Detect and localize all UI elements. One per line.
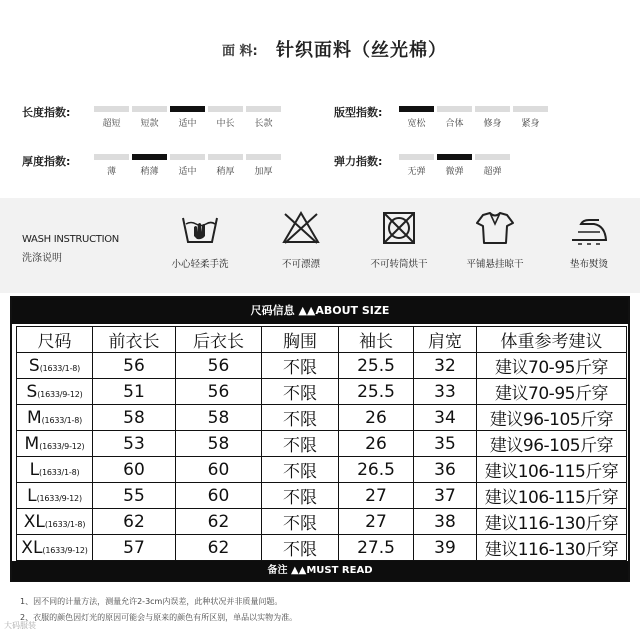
size-cell xyxy=(17,457,93,483)
length-seg-4 xyxy=(246,106,281,112)
back-length-cell: 60 xyxy=(176,457,262,483)
fabric-label: 面 料: xyxy=(222,44,258,59)
size-name: L xyxy=(29,459,40,480)
front-length-cell: 62 xyxy=(93,509,176,535)
length-index-bar xyxy=(94,106,281,112)
column-header: 后衣长 xyxy=(176,327,262,353)
thickness-seg-2 xyxy=(170,154,205,160)
back-length-cell: 58 xyxy=(176,431,262,457)
chest-cell: 不限 xyxy=(262,431,339,457)
chest-cell: 不限 xyxy=(262,509,339,535)
wash-item-flat-dry xyxy=(445,210,545,270)
column-header: 胸围 xyxy=(262,327,339,353)
hand-wash-icon xyxy=(180,210,220,246)
length-option: 长款 xyxy=(254,119,273,129)
chest-cell: 不限 xyxy=(262,405,339,431)
back-length-cell: 58 xyxy=(176,405,262,431)
elasticity-option: 微弹 xyxy=(445,167,464,177)
note-item: 2、衣服的颜色因灯光的原因可能会与原来的颜色有所区别，单品以实物为准。 xyxy=(20,613,298,622)
size-style-code: (1633/1-8) xyxy=(44,519,86,529)
size-style-code: (1633/1-8) xyxy=(39,363,81,373)
column-header: 前衣长 xyxy=(93,327,176,353)
size-style-code: (1633/9-12) xyxy=(37,389,83,399)
column-header: 尺码 xyxy=(17,327,93,353)
size-name: M xyxy=(26,407,42,428)
shoulder-width-cell: 38 xyxy=(414,509,477,535)
size-name: XL xyxy=(23,511,45,532)
size-cell xyxy=(17,379,93,405)
size-cell xyxy=(17,405,93,431)
thickness-index-label: 厚度指数: xyxy=(22,155,71,168)
back-length-cell: 56 xyxy=(176,379,262,405)
size-style-code: (1633/9-12) xyxy=(39,441,85,451)
length-seg-0 xyxy=(94,106,129,112)
thickness-index-bar xyxy=(94,154,281,160)
watermark: 大码服装 xyxy=(4,621,36,630)
shoulder-width-cell: 35 xyxy=(414,431,477,457)
sleeve-length-cell: 27 xyxy=(339,483,414,509)
wash-label: 不可漂漂 xyxy=(281,259,320,270)
weight-advice-cell: 建议116-130斤穿 xyxy=(477,535,627,561)
back-length-cell: 62 xyxy=(176,535,262,561)
weight-advice-cell: 建议96-105斤穿 xyxy=(477,431,627,457)
thickness-option: 适中 xyxy=(178,167,197,177)
length-seg-1 xyxy=(132,106,167,112)
size-cell xyxy=(17,431,93,457)
wash-label: 垫布熨烫 xyxy=(569,259,608,270)
front-length-cell: 53 xyxy=(93,431,176,457)
fit-seg-1 xyxy=(437,106,472,112)
size-style-code: (1633/1-8) xyxy=(39,467,80,477)
wash-item-iron xyxy=(539,210,639,270)
shoulder-width-cell: 32 xyxy=(414,353,477,379)
fit-option: 宽松 xyxy=(407,119,426,129)
size-name: S xyxy=(26,381,38,402)
shoulder-width-cell: 33 xyxy=(414,379,477,405)
front-length-cell: 58 xyxy=(93,405,176,431)
length-option: 超短 xyxy=(102,119,121,129)
shoulder-width-cell: 34 xyxy=(414,405,477,431)
shoulder-width-cell: 37 xyxy=(414,483,477,509)
chest-cell: 不限 xyxy=(262,483,339,509)
thickness-option: 稍厚 xyxy=(216,167,235,177)
chest-cell: 不限 xyxy=(262,379,339,405)
weight-advice-cell: 建议116-130斤穿 xyxy=(477,509,627,535)
column-header: 袖长 xyxy=(339,327,414,353)
table-row xyxy=(17,509,627,535)
length-option: 适中 xyxy=(178,119,197,129)
fit-option: 修身 xyxy=(483,119,502,129)
weight-advice-cell: 建议106-115斤穿 xyxy=(477,457,627,483)
fabric-value: 针织面料（丝光棉） xyxy=(276,40,447,61)
size-style-code: (1633/1-8) xyxy=(41,415,83,425)
thickness-option: 加厚 xyxy=(254,167,273,177)
sleeve-length-cell: 25.5 xyxy=(339,379,414,405)
size-cell xyxy=(17,483,93,509)
wash-label: 不可转筒烘干 xyxy=(370,259,428,270)
chest-cell: 不限 xyxy=(262,535,339,561)
thickness-index xyxy=(94,154,281,177)
notes-header: 备注 ▲▲MUST READ xyxy=(12,561,628,581)
size-name: L xyxy=(27,485,37,506)
size-cell xyxy=(17,535,93,561)
weight-advice-cell: 建议96-105斤穿 xyxy=(477,405,627,431)
length-option: 短款 xyxy=(140,119,159,129)
table-row xyxy=(17,379,627,405)
weight-advice-cell: 建议70-95斤穿 xyxy=(477,379,627,405)
elasticity-seg-0 xyxy=(399,154,434,160)
iron-icon xyxy=(569,210,609,246)
fit-option: 合体 xyxy=(445,119,464,129)
elasticity-index-bar xyxy=(399,154,510,160)
fit-seg-3 xyxy=(513,106,548,112)
front-length-cell: 57 xyxy=(93,535,176,561)
size-style-code: (1633/9-12) xyxy=(36,493,82,503)
table-row xyxy=(17,483,627,509)
length-seg-2 xyxy=(170,106,205,112)
shoulder-width-cell: 39 xyxy=(414,535,477,561)
table-row xyxy=(17,405,627,431)
no-bleach-icon xyxy=(281,210,321,246)
sleeve-length-cell: 26 xyxy=(339,405,414,431)
wash-title-cn: 洗涤说明 xyxy=(22,253,62,264)
note-item: 1、因不同的计量方法，测量允许2-3cm内误差，此种状况并非质量问题。 xyxy=(20,597,283,606)
back-length-cell: 56 xyxy=(176,353,262,379)
front-length-cell: 60 xyxy=(93,457,176,483)
back-length-cell: 62 xyxy=(176,509,262,535)
length-index-label: 长度指数: xyxy=(22,106,71,119)
size-name: XL xyxy=(21,537,43,558)
fit-option: 紧身 xyxy=(521,119,540,129)
back-length-cell: 60 xyxy=(176,483,262,509)
table-row xyxy=(17,535,627,561)
shoulder-width-cell: 36 xyxy=(414,457,477,483)
elasticity-index xyxy=(399,154,510,177)
wash-label: 小心轻柔手洗 xyxy=(171,259,229,270)
chest-cell: 不限 xyxy=(262,353,339,379)
size-name: S xyxy=(28,355,40,376)
wash-item-hand-wash xyxy=(150,210,250,270)
size-table-header-row xyxy=(17,327,627,353)
thickness-seg-3 xyxy=(208,154,243,160)
elasticity-seg-2 xyxy=(475,154,510,160)
no-tumble-dry-icon xyxy=(379,210,419,246)
elasticity-index-label: 弹力指数: xyxy=(334,155,383,168)
flat-dry-icon xyxy=(475,210,515,246)
front-length-cell: 56 xyxy=(93,353,176,379)
size-table xyxy=(16,326,627,561)
table-row xyxy=(17,457,627,483)
fit-index xyxy=(399,106,548,129)
table-row xyxy=(17,353,627,379)
fit-index-label: 版型指数: xyxy=(334,106,383,119)
thickness-option: 薄 xyxy=(106,167,116,177)
elasticity-option: 无弹 xyxy=(407,167,426,177)
sleeve-length-cell: 26.5 xyxy=(339,457,414,483)
sleeve-length-cell: 27 xyxy=(339,509,414,535)
length-option: 中长 xyxy=(216,119,235,129)
column-header: 体重参考建议 xyxy=(477,327,627,353)
size-style-code: (1633/9-12) xyxy=(42,545,88,555)
thickness-option: 稍薄 xyxy=(140,167,159,177)
front-length-cell: 55 xyxy=(93,483,176,509)
fit-index-bar xyxy=(399,106,548,112)
fit-seg-2 xyxy=(475,106,510,112)
size-name: M xyxy=(24,433,40,454)
thickness-seg-4 xyxy=(246,154,281,160)
wash-title-en: WASH INSTRUCTION xyxy=(22,234,119,245)
fit-seg-0 xyxy=(399,106,434,112)
wash-item-no-bleach xyxy=(251,210,351,270)
size-section-header: 尺码信息 ▲▲ABOUT SIZE xyxy=(12,298,628,324)
thickness-seg-1 xyxy=(132,154,167,160)
elasticity-seg-1 xyxy=(437,154,472,160)
sleeve-length-cell: 27.5 xyxy=(339,535,414,561)
sleeve-length-cell: 26 xyxy=(339,431,414,457)
length-index xyxy=(94,106,281,129)
length-seg-3 xyxy=(208,106,243,112)
wash-label: 平铺悬挂晾干 xyxy=(466,259,524,270)
chest-cell: 不限 xyxy=(262,457,339,483)
size-cell xyxy=(17,509,93,535)
column-header: 肩宽 xyxy=(414,327,477,353)
wash-item-no-tumble-dry xyxy=(349,210,449,270)
elasticity-option: 超弹 xyxy=(483,167,502,177)
table-row xyxy=(17,431,627,457)
size-cell xyxy=(17,353,93,379)
front-length-cell: 51 xyxy=(93,379,176,405)
weight-advice-cell: 建议70-95斤穿 xyxy=(477,353,627,379)
thickness-seg-0 xyxy=(94,154,129,160)
weight-advice-cell: 建议106-115斤穿 xyxy=(477,483,627,509)
sleeve-length-cell: 25.5 xyxy=(339,353,414,379)
